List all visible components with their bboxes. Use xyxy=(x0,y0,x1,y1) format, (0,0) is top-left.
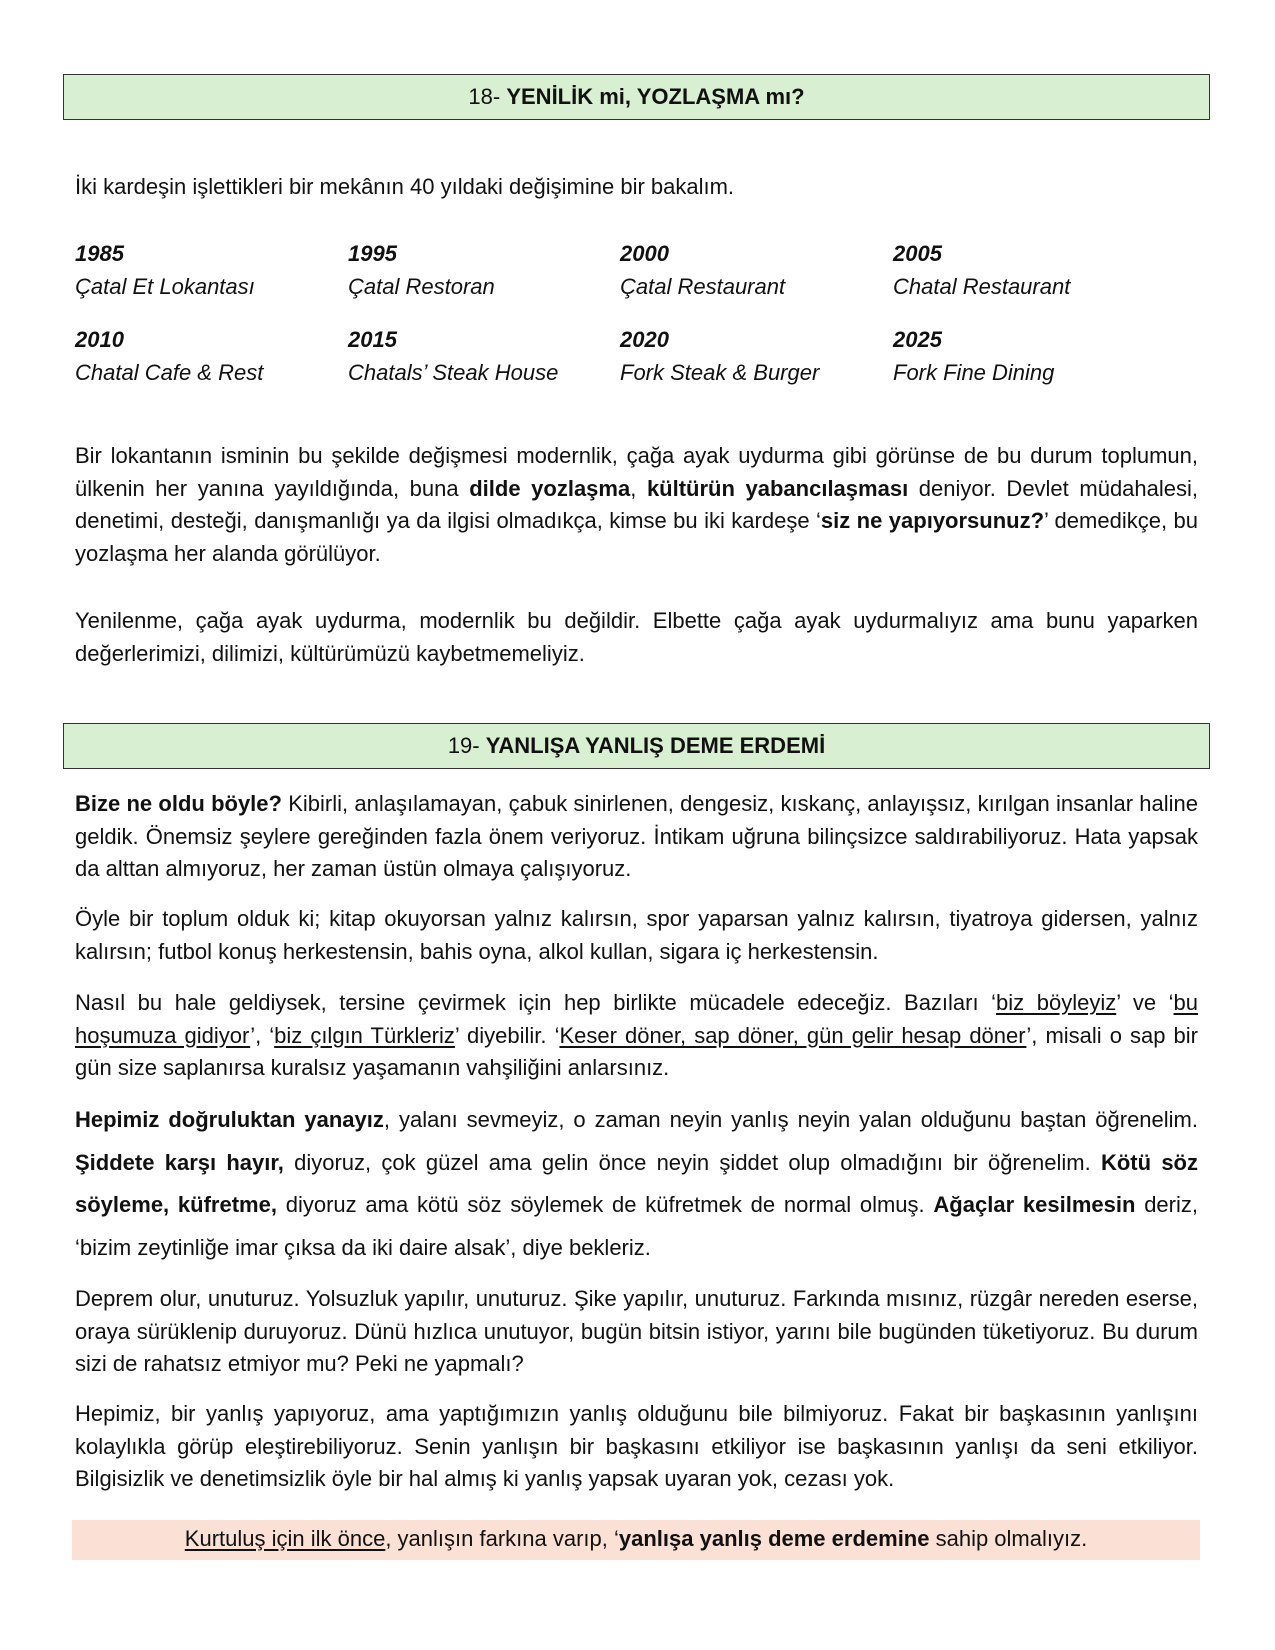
text-run: sahip olmalıyız. xyxy=(929,1526,1088,1551)
bold-text: dilde yozlaşma xyxy=(469,475,631,501)
bold-text: yanlışa yanlış deme erdemine xyxy=(618,1526,930,1551)
timeline-year: 1995 xyxy=(348,241,397,266)
text-run: , xyxy=(630,475,647,501)
timeline-year: 2000 xyxy=(620,241,669,266)
bold-text: Kötü söz söyleme, küfretme, xyxy=(75,1149,1198,1217)
timeline-year: 1985 xyxy=(75,241,124,266)
text-run: ’ ve ‘ xyxy=(1116,990,1174,1015)
section-19-paragraph-4 xyxy=(75,1099,1198,1269)
text-run: ’, ‘ xyxy=(250,1022,275,1048)
section-18-heading xyxy=(63,74,1210,120)
timeline-item xyxy=(893,323,1163,389)
underlined-text: Kurtuluş için ilk önce xyxy=(184,1526,386,1551)
bold-text: Bize ne oldu böyle? xyxy=(75,791,282,816)
section-18-number: 18- xyxy=(468,84,501,109)
underlined-text: bu hoşumuza gidiyor xyxy=(75,990,1199,1048)
bold-text: Şiddete karşı hayır, xyxy=(75,1149,284,1175)
underlined-text: Keser döner, sap döner, gün gelir hesap döner xyxy=(559,1022,1027,1048)
timeline-year: 2025 xyxy=(893,327,942,352)
section-19-title: YANLIŞA YANLIŞ DEME ERDEMİ xyxy=(485,733,826,758)
section-19-heading xyxy=(63,723,1210,769)
timeline-item xyxy=(75,237,345,303)
timeline-year: 2010 xyxy=(75,327,124,352)
text-run: deniyor. Devlet müdahalesi, denetimi, desteği, danışmanlığı ya da ilgisi olmadıkça, kimse bu iki kardeşe ‘ xyxy=(75,475,1199,533)
timeline-year: 2015 xyxy=(348,327,397,352)
underlined-text: biz çılgın Türkleriz xyxy=(274,1022,455,1048)
timeline-name: Chatal Restaurant xyxy=(893,274,1071,299)
text-run: diyoruz ama kötü söz söylemek de küfretmek de normal olmuş. xyxy=(276,1192,934,1217)
timeline-item xyxy=(75,323,345,389)
timeline-name: Chatals’ Steak House xyxy=(348,360,559,385)
section-19-paragraph-1 xyxy=(75,788,1198,886)
conclusion-callout xyxy=(72,1520,1200,1560)
timeline-name: Chatal Cafe & Rest xyxy=(75,360,264,385)
section-18-paragraph-1 xyxy=(75,440,1198,570)
text-run: ’ demedikçe, bu yozlaşma her alanda görülüyor. xyxy=(75,508,1198,566)
section-18-intro: İki kardeşin işlettikleri bir mekânın 40 yıldaki değişimine bir bakalım. xyxy=(75,174,735,199)
timeline-year: 2020 xyxy=(620,327,669,352)
timeline-year: 2005 xyxy=(893,241,942,266)
text-run: diyoruz, çok güzel ama gelin önce neyin şiddet olup olmadığını bir öğrenelim. xyxy=(283,1149,1101,1175)
section-18-paragraph-2: Yenilenme, çağa ayak uydurma, modernlik bu değildir. Elbette çağa ayak uydurmalıyız ama bunu yaparken değerlerimizi, dilimizi, kültürümüzü kaybetmemeliyiz. xyxy=(75,608,1198,666)
text-run: Kibirli, anlaşılamayan, çabuk sinirlenen, dengesiz, kıskanç, anlayışsız, kırılgan insanlar haline geldik. Önemsiz şeylere gereğinden fazla önem veriyoruz. İntikam uğruna bilinçsizce saldırabiliyoruz. Hata yapsak da alttan almıyoruz, her zaman üstün olmaya çalışıyoruz. xyxy=(75,791,1199,881)
timeline-item xyxy=(893,237,1163,303)
text-run: Bir lokantanın isminin bu şekilde değişmesi modernlik, çağa ayak uydurma gibi görünse de bu durum toplumun, ülkenin her yanına yayıldığında, buna xyxy=(75,443,1198,501)
section-19-paragraph-6: Hepimiz, bir yanlış yapıyoruz, ama yaptığımızın yanlış olduğunu bile bilmiyoruz. Fakat bir başkasının yanlışını kolaylıkla görüp eleştirebiliyoruz. Senin yanlışın bir başkasını etkiliyor ise başkasının yanlışı da seni etkiliyor. Bilgisizlik ve denetimsizlik öyle bir hal almış ki yanlış yapsak uyaran yok, cezası yok. xyxy=(75,1401,1198,1491)
timeline-name: Çatal Et Lokantası xyxy=(75,274,255,299)
bold-text: Hepimiz doğruluktan yanayız xyxy=(75,1107,384,1132)
timeline-name: Fork Fine Dining xyxy=(893,360,1055,385)
text-run: ’, misali o sap bir gün size saplanırsa kuralsız yaşamanın vahşiliğini anlarsınız. xyxy=(75,1022,1198,1080)
timeline-item xyxy=(348,323,618,389)
bold-text: siz ne yapıyorsunuz? xyxy=(820,508,1045,533)
text-run: deriz, ‘bizim zeytinliğe imar çıksa da iki daire alsak’, diye bekleriz. xyxy=(75,1192,1198,1260)
timeline-item xyxy=(620,237,890,303)
timeline-item xyxy=(348,237,618,303)
section-19-number: 19- xyxy=(447,733,480,758)
bold-text: kültürün yabancılaşması xyxy=(646,475,909,501)
section-19-paragraph-5: Deprem olur, unuturuz. Yolsuzluk yapılır, unuturuz. Şike yapılır, unuturuz. Farkında mısınız, rüzgâr nereden eserse, oraya sürüklenip duruyoruz. Dünü hızlıca unutuyor, bugün bitsin istiyor, yarını bile bugünden tüketiyoruz. Bu durum sizi de rahatsız etmiyor mu? Peki ne yapmalı? xyxy=(75,1286,1198,1376)
bold-text: Ağaçlar kesilmesin xyxy=(933,1192,1136,1217)
timeline-item xyxy=(620,323,890,389)
text-run: Nasıl bu hale geldiysek, tersine çevirmek için hep birlikte mücadele edeceğiz. Bazıları ‘ xyxy=(75,990,997,1015)
timeline-name: Fork Steak & Burger xyxy=(620,360,820,385)
section-18-title: YENİLİK mi, YOZLAŞMA mı? xyxy=(506,84,805,109)
text-run: , yalanı sevmeyiz, o zaman neyin yanlış neyin yalan olduğunu baştan öğrenelim. xyxy=(383,1107,1198,1132)
text-run: ’ diyebilir. ‘ xyxy=(454,1022,560,1048)
text-run: , yanlışın farkına varıp, ‘ xyxy=(385,1526,619,1551)
section-19-paragraph-2: Öyle bir toplum olduk ki; kitap okuyorsan yalnız kalırsın, spor yaparsan yalnız kalırsın, tiyatroya gidersen, yalnız kalırsın; futbol konuş herkestensin, bahis oyna, alkol kullan, sigara iç herkestensin. xyxy=(75,906,1198,964)
section-19-paragraph-3 xyxy=(75,987,1198,1085)
timeline-name: Çatal Restoran xyxy=(348,274,495,299)
underlined-text: biz böyleyiz xyxy=(996,990,1117,1015)
timeline-name: Çatal Restaurant xyxy=(620,274,786,299)
